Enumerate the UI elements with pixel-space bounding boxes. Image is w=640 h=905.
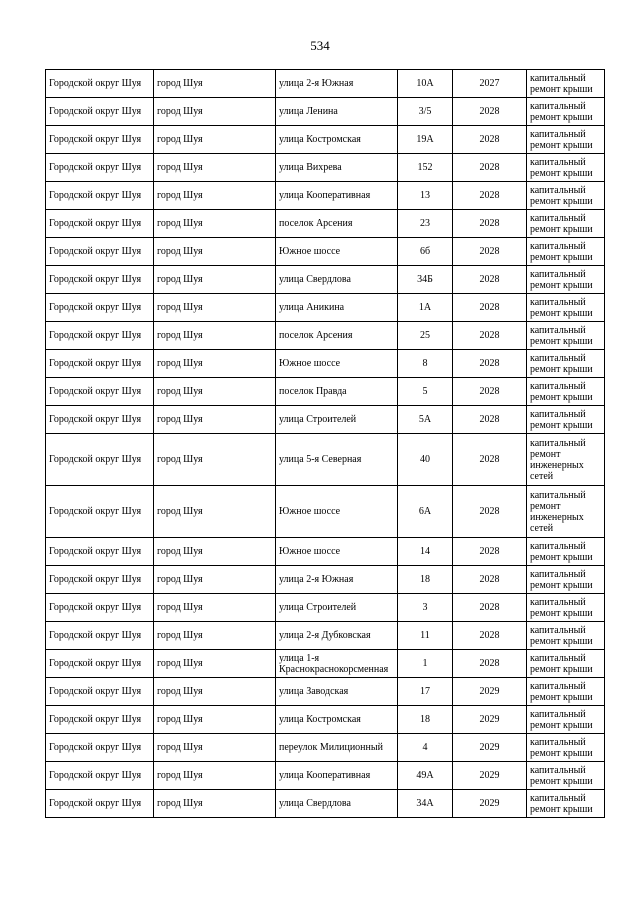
house-number-cell: 8 [398,350,453,378]
street-cell: поселок Правда [276,378,398,406]
city-cell: город Шуя [154,734,276,762]
table-row [46,622,605,650]
district-cell: Городской округ Шуя [46,434,154,486]
district-cell: Городской округ Шуя [46,350,154,378]
work-type-cell: капитальный ремонт крыши [527,126,605,154]
work-type-cell: капитальный ремонт крыши [527,322,605,350]
street-cell: улица 2-я Дубковская [276,622,398,650]
work-type-cell: капитальный ремонт крыши [527,378,605,406]
street-cell: улица Строителей [276,594,398,622]
year-cell: 2028 [453,566,527,594]
year-cell: 2028 [453,350,527,378]
street-cell: Южное шоссе [276,538,398,566]
street-cell: Южное шоссе [276,486,398,538]
work-type-cell: капитальный ремонт крыши [527,650,605,678]
year-cell: 2029 [453,762,527,790]
street-cell: улица Костромская [276,706,398,734]
district-cell: Городской округ Шуя [46,154,154,182]
table-row [46,486,605,538]
house-number-cell: 6б [398,238,453,266]
city-cell: город Шуя [154,294,276,322]
work-type-cell: капитальный ремонт крыши [527,154,605,182]
table-row [46,566,605,594]
house-number-cell: 18 [398,566,453,594]
table-row [46,650,605,678]
city-cell: город Шуя [154,238,276,266]
work-type-cell: капитальный ремонт крыши [527,678,605,706]
house-number-cell: 1 [398,650,453,678]
city-cell: город Шуя [154,406,276,434]
work-type-cell: капитальный ремонт крыши [527,182,605,210]
street-cell: переулок Милиционный [276,734,398,762]
district-cell: Городской округ Шуя [46,378,154,406]
house-number-cell: 19А [398,126,453,154]
city-cell: город Шуя [154,378,276,406]
street-cell: улица Строителей [276,406,398,434]
house-number-cell: 40 [398,434,453,486]
city-cell: город Шуя [154,350,276,378]
district-cell: Городской округ Шуя [46,294,154,322]
street-cell: улица Заводская [276,678,398,706]
table-row [46,406,605,434]
street-cell: улица Свердлова [276,790,398,818]
district-cell: Городской округ Шуя [46,622,154,650]
street-cell: улица Ленина [276,98,398,126]
city-cell: город Шуя [154,70,276,98]
city-cell: город Шуя [154,322,276,350]
house-number-cell: 49А [398,762,453,790]
year-cell: 2028 [453,266,527,294]
district-cell: Городской округ Шуя [46,734,154,762]
house-number-cell: 5А [398,406,453,434]
work-type-cell: капитальный ремонт крыши [527,762,605,790]
work-type-cell: капитальный ремонт крыши [527,294,605,322]
district-cell: Городской округ Шуя [46,790,154,818]
year-cell: 2027 [453,70,527,98]
year-cell: 2028 [453,434,527,486]
year-cell: 2029 [453,734,527,762]
house-number-cell: 17 [398,678,453,706]
year-cell: 2029 [453,678,527,706]
table-row [46,154,605,182]
work-type-cell: капитальный ремонт крыши [527,266,605,294]
year-cell: 2028 [453,406,527,434]
city-cell: город Шуя [154,154,276,182]
street-cell: Южное шоссе [276,350,398,378]
city-cell: город Шуя [154,538,276,566]
table-row [46,734,605,762]
city-cell: город Шуя [154,566,276,594]
year-cell: 2029 [453,706,527,734]
year-cell: 2028 [453,126,527,154]
table-row [46,70,605,98]
house-number-cell: 5 [398,378,453,406]
street-cell: улица Свердлова [276,266,398,294]
house-number-cell: 14 [398,538,453,566]
table-row [46,538,605,566]
table-row [46,434,605,486]
district-cell: Городской округ Шуя [46,238,154,266]
city-cell: город Шуя [154,486,276,538]
work-type-cell: капитальный ремонт крыши [527,790,605,818]
district-cell: Городской округ Шуя [46,126,154,154]
table-row [46,678,605,706]
work-type-cell: капитальный ремонт крыши [527,706,605,734]
year-cell: 2028 [453,378,527,406]
year-cell: 2028 [453,238,527,266]
year-cell: 2028 [453,538,527,566]
district-cell: Городской округ Шуя [46,594,154,622]
house-number-cell: 4 [398,734,453,762]
street-cell: улица 2-я Южная [276,70,398,98]
table-row [46,182,605,210]
table-row [46,294,605,322]
district-cell: Городской округ Шуя [46,406,154,434]
district-cell: Городской округ Шуя [46,182,154,210]
street-cell: улица Аникина [276,294,398,322]
year-cell: 2028 [453,322,527,350]
work-type-cell: капитальный ремонт крыши [527,538,605,566]
year-cell: 2028 [453,294,527,322]
street-cell: улица 2-я Южная [276,566,398,594]
year-cell: 2029 [453,790,527,818]
district-cell: Городской округ Шуя [46,678,154,706]
street-cell: улица Кооперативная [276,182,398,210]
city-cell: город Шуя [154,434,276,486]
year-cell: 2028 [453,154,527,182]
street-cell: поселок Арсения [276,210,398,238]
district-cell: Городской округ Шуя [46,322,154,350]
house-number-cell: 3 [398,594,453,622]
work-type-cell: капитальный ремонт инженерных сетей [527,434,605,486]
house-number-cell: 25 [398,322,453,350]
work-type-cell: капитальный ремонт крыши [527,238,605,266]
work-type-cell: капитальный ремонт крыши [527,566,605,594]
district-cell: Городской округ Шуя [46,762,154,790]
house-number-cell: 10А [398,70,453,98]
table-row [46,266,605,294]
table-row [46,350,605,378]
table-body [46,70,605,818]
district-cell: Городской округ Шуя [46,538,154,566]
house-number-cell: 34Б [398,266,453,294]
work-type-cell: капитальный ремонт крыши [527,98,605,126]
page-number: 534 [310,38,330,53]
city-cell: город Шуя [154,622,276,650]
city-cell: город Шуя [154,790,276,818]
street-cell: улица Кооперативная [276,762,398,790]
city-cell: город Шуя [154,210,276,238]
year-cell: 2028 [453,98,527,126]
street-cell: улица Костромская [276,126,398,154]
street-cell: улица 1-я Краснокраснокорсменная [276,650,398,678]
house-number-cell: 152 [398,154,453,182]
house-number-cell: 6А [398,486,453,538]
house-number-cell: 1А [398,294,453,322]
city-cell: город Шуя [154,650,276,678]
year-cell: 2028 [453,210,527,238]
year-cell: 2028 [453,650,527,678]
work-type-cell: капитальный ремонт крыши [527,594,605,622]
table-row [46,238,605,266]
table-row [46,594,605,622]
work-type-cell: капитальный ремонт инженерных сетей [527,486,605,538]
city-cell: город Шуя [154,594,276,622]
work-type-cell: капитальный ремонт крыши [527,406,605,434]
district-cell: Городской округ Шуя [46,486,154,538]
work-type-cell: капитальный ремонт крыши [527,734,605,762]
city-cell: город Шуя [154,98,276,126]
house-number-cell: 13 [398,182,453,210]
work-type-cell: капитальный ремонт крыши [527,210,605,238]
district-cell: Городской округ Шуя [46,266,154,294]
district-cell: Городской округ Шуя [46,210,154,238]
house-number-cell: 23 [398,210,453,238]
district-cell: Городской округ Шуя [46,98,154,126]
table-row [46,126,605,154]
year-cell: 2028 [453,182,527,210]
street-cell: улица 5-я Северная [276,434,398,486]
street-cell: Южное шоссе [276,238,398,266]
year-cell: 2028 [453,594,527,622]
house-number-cell: 18 [398,706,453,734]
city-cell: город Шуя [154,126,276,154]
district-cell: Городской округ Шуя [46,650,154,678]
city-cell: город Шуя [154,266,276,294]
house-number-cell: 3/5 [398,98,453,126]
work-type-cell: капитальный ремонт крыши [527,350,605,378]
city-cell: город Шуя [154,762,276,790]
city-cell: город Шуя [154,182,276,210]
table-row [46,378,605,406]
street-cell: улица Вихрева [276,154,398,182]
city-cell: город Шуя [154,678,276,706]
work-type-cell: капитальный ремонт крыши [527,622,605,650]
table-row [46,98,605,126]
year-cell: 2028 [453,486,527,538]
district-cell: Городской округ Шуя [46,70,154,98]
house-number-cell: 11 [398,622,453,650]
work-type-cell: капитальный ремонт крыши [527,70,605,98]
year-cell: 2028 [453,622,527,650]
city-cell: город Шуя [154,706,276,734]
district-cell: Городской округ Шуя [46,566,154,594]
repair-schedule-table [45,69,605,818]
table-row [46,706,605,734]
table-row [46,762,605,790]
house-number-cell: 34А [398,790,453,818]
table-row [46,322,605,350]
street-cell: поселок Арсения [276,322,398,350]
table-row [46,210,605,238]
district-cell: Городской округ Шуя [46,706,154,734]
table-row [46,790,605,818]
